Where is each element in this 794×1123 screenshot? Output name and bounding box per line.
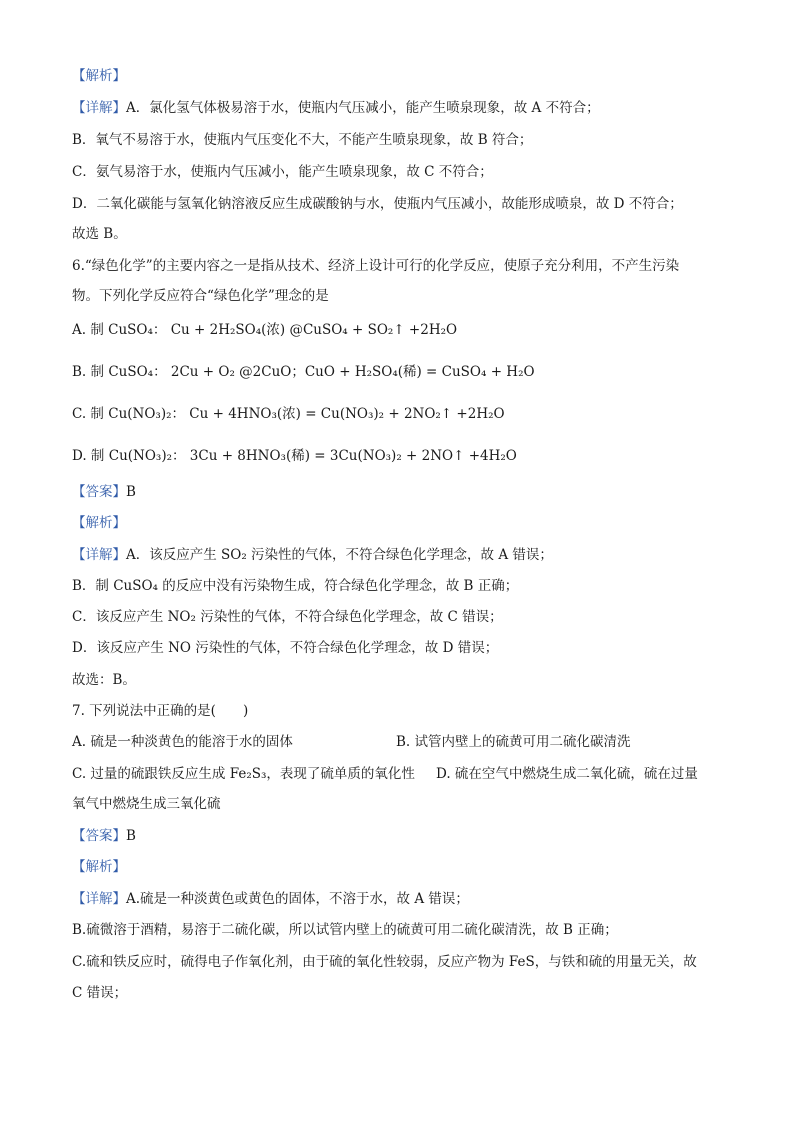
question-6-detail-b: B．制 CuSO₄ 的反应中没有污染物生成，符合绿色化学理念，故 B 正确；	[72, 578, 519, 594]
analysis-text: A．氯化氢气体极易溶于水，使瓶内气压减小，能产生喷泉现象，故 A 不符合；	[126, 100, 600, 116]
question-6-option-b	[72, 362, 535, 382]
option-target: CuSO₄：	[108, 364, 167, 380]
analysis-detail-d: D．二氧化碳能与氢氧化钠溶液反应生成碳酸钠与水，使瓶内气压减小，故能形成喷泉，故 D 不符合；	[72, 196, 683, 212]
question-7-detail-b: B.硫微溶于酒精，易溶于二硫化碳，所以试管内壁上的硫黄可用二硫化碳清洗，故 B 正确；	[72, 922, 618, 938]
option-label: A. 制	[72, 322, 104, 338]
answer-value: B	[126, 484, 136, 500]
question-7-detail-c-line2: C 错误；	[72, 985, 128, 1001]
answer-label: 【答案】	[72, 484, 126, 500]
option-equation: 2Cu + O₂ @2CuO；CuO + H₂SO₄(稀) = CuSO₄ + H₂O	[170, 364, 535, 380]
option-label: D. 制	[72, 448, 105, 464]
question-6-option-a	[72, 320, 457, 340]
detail-label: 【详解】	[72, 100, 126, 116]
question-7-detail-c-line1: C.硫和铁反应时，硫得电子作氧化剂，由于硫的氧化性较弱，反应产物为 FeS，与铁和硫的用量无关，故	[72, 954, 697, 970]
option-equation: Cu + 4HNO₃(浓) = Cu(NO₃)₂ + 2NO₂↑ +2H₂O	[189, 406, 505, 422]
analysis-conclusion: 故选 B。	[72, 226, 127, 242]
question-7-answer	[72, 826, 136, 846]
analysis-label: 【解析】	[72, 68, 126, 84]
question-7-option-c: C. 过量的硫跟铁反应生成 Fe₂S₃，表现了硫单质的氧化性	[72, 766, 415, 782]
question-6-conclusion: 故选：B。	[72, 672, 136, 688]
detail-label: 【详解】	[72, 547, 126, 563]
question-7-detail-a	[72, 889, 469, 909]
question-6-detail-d: D．该反应产生 NO 污染性的气体，不符合绿色化学理念，故 D 错误；	[72, 640, 499, 656]
analysis-text: A．该反应产生 SO₂ 污染性的气体，不符合绿色化学理念，故 A 错误；	[126, 547, 553, 563]
answer-label: 【答案】	[72, 828, 126, 844]
option-label: B. 制	[72, 364, 105, 380]
question-6-stem-line2: 物。下列化学反应符合“绿色化学”理念的是	[72, 288, 329, 304]
question-6-answer	[72, 482, 136, 502]
analysis-detail-b: B．氧气不易溶于水，使瓶内气压变化不大，不能产生喷泉现象，故 B 符合；	[72, 132, 533, 148]
option-equation: 3Cu + 8HNO₃(稀) = 3Cu(NO₃)₂ + 2NO↑ +4H₂O	[189, 448, 517, 464]
question-6-detail-c: C．该反应产生 NO₂ 污染性的气体，不符合绿色化学理念，故 C 错误；	[72, 609, 503, 625]
question-7-option-d-line1: D. 硫在空气中燃烧生成二氧化硫，硫在过量	[436, 766, 698, 782]
option-target: CuSO₄：	[108, 322, 167, 338]
option-target: Cu(NO₃)₂：	[108, 406, 185, 422]
analysis-text: A.硫是一种淡黄色或黄色的固体，不溶于水，故 A 错误；	[126, 891, 469, 907]
analysis-detail-a	[72, 98, 600, 118]
option-label: C. 制	[72, 406, 104, 422]
option-equation: Cu + 2H₂SO₄(浓) @CuSO₄ + SO₂↑ +2H₂O	[170, 322, 458, 338]
question-6-option-c	[72, 404, 505, 424]
question-7-option-a: A. 硫是一种淡黄色的能溶于水的固体	[72, 734, 293, 750]
question-7-analysis-label: 【解析】	[72, 859, 126, 875]
question-7-option-b: B. 试管内壁上的硫黄可用二硫化碳清洗	[396, 734, 631, 750]
detail-label: 【详解】	[72, 891, 126, 907]
question-7-stem: 7. 下列说法中正确的是( )	[72, 703, 249, 719]
question-6-option-d	[72, 446, 517, 466]
question-7-option-d-line2: 氧气中燃烧生成三氧化硫	[72, 796, 221, 812]
question-6-stem-line1: 6.“绿色化学”的主要内容之一是指从技术、经济上设计可行的化学反应，使原子充分利用，不产生污染	[72, 258, 680, 274]
analysis-detail-c: C．氨气易溶于水，使瓶内气压减小，能产生喷泉现象，故 C 不符合；	[72, 164, 493, 180]
answer-value: B	[126, 828, 136, 844]
option-target: Cu(NO₃)₂：	[108, 448, 186, 464]
question-6-detail-a	[72, 545, 553, 565]
question-6-analysis-label: 【解析】	[72, 515, 126, 531]
